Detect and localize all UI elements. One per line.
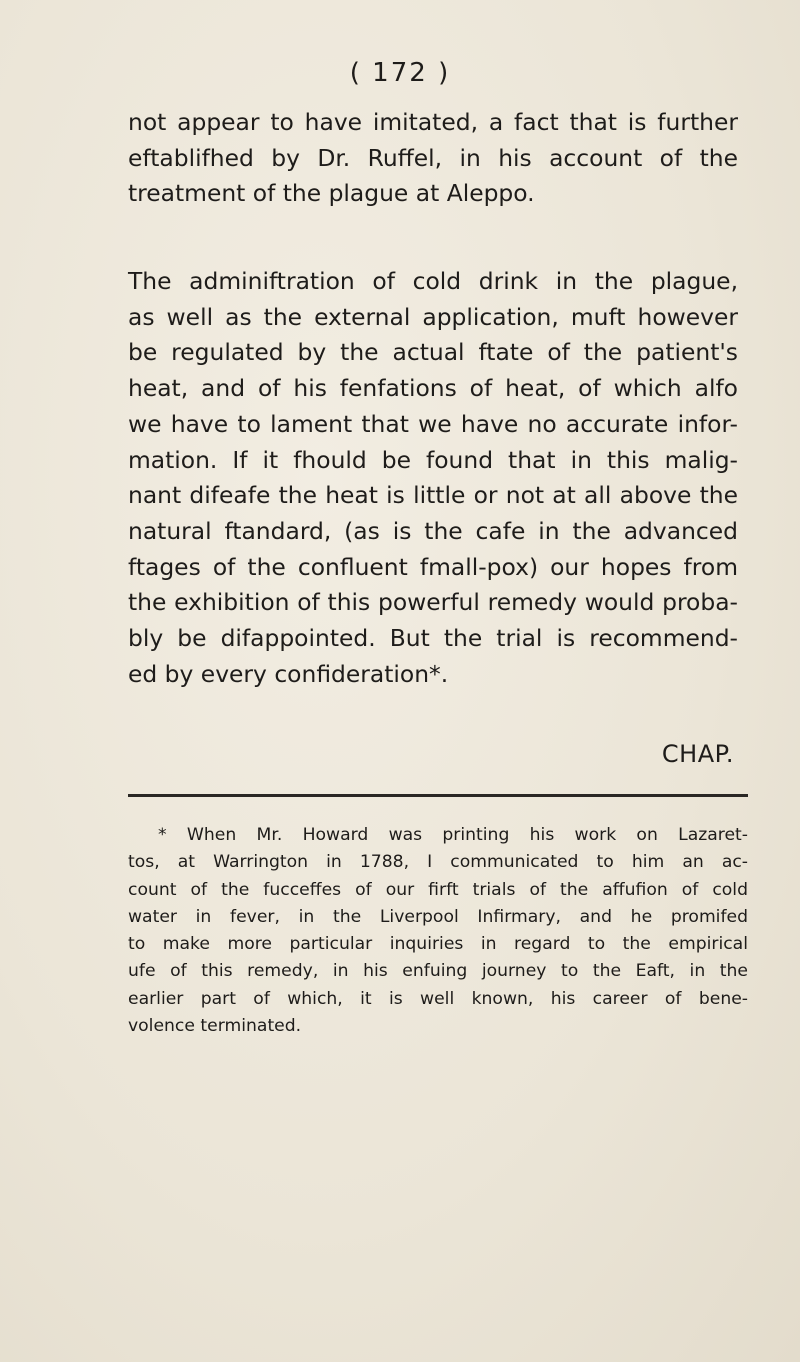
footnote-line: volence terminated. <box>128 1016 302 1037</box>
page-number: ( 172 ) <box>349 58 451 88</box>
paragraph-1 <box>128 105 738 212</box>
text-line: natural ftandard, (as is the cafe in the advanced <box>128 516 738 545</box>
text-line: nant difeafe the heat is little or not at all above the <box>128 481 738 510</box>
footnote-line: earlier part of which, it is well known, his career of bene- <box>128 988 748 1009</box>
text-line: as well as the external application, muft however <box>128 302 738 331</box>
catchword: CHAP. <box>661 740 734 768</box>
text-line: be regulated by the actual ftate of the patient's <box>128 338 738 367</box>
footnote-line: tos, at Warrington in 1788, I communicated to him an ac- <box>128 852 748 873</box>
text-line: The adminiftration of cold drink in the plague, <box>128 267 738 295</box>
text-line: ftages of the confluent fmall-pox) our hopes from <box>128 552 738 581</box>
text-line: not appear to have imitated, a fact that is further <box>128 108 738 136</box>
footnote-line: * When Mr. Howard was printing his work on Lazaret- <box>158 825 748 845</box>
footnote-divider <box>128 794 748 797</box>
text-line: bly be difappointed. But the trial is recommend- <box>128 624 738 653</box>
text-line: mation. If it fhould be found that in this malig- <box>128 445 738 474</box>
text-line: treatment of the plague at Aleppo. <box>128 179 535 208</box>
text-line: eftablifhed by Dr. Ruffel, in his account of the <box>128 143 738 172</box>
text-line: the exhibition of this powerful remedy would proba- <box>128 588 738 617</box>
text-line: ed by every confideration*. <box>128 659 449 688</box>
footnote-line: ufe of this remedy, in his enfuing journey to the Eaft, in the <box>128 961 748 982</box>
text-line: heat, and of his fenfations of heat, of which alfo <box>128 374 738 403</box>
footnote-line: count of the fucceffes of our firft trials of the affufion of cold <box>128 879 748 900</box>
footnote-line: water in fever, in the Liverpool Infirmary, and he promifed <box>128 906 748 927</box>
footnote-line: to make more particular inquiries in regard to the empirical <box>128 934 748 955</box>
paragraph-2 <box>128 264 738 692</box>
footnote <box>128 822 748 1040</box>
text-line: we have to lament that we have no accurate infor- <box>128 409 738 438</box>
